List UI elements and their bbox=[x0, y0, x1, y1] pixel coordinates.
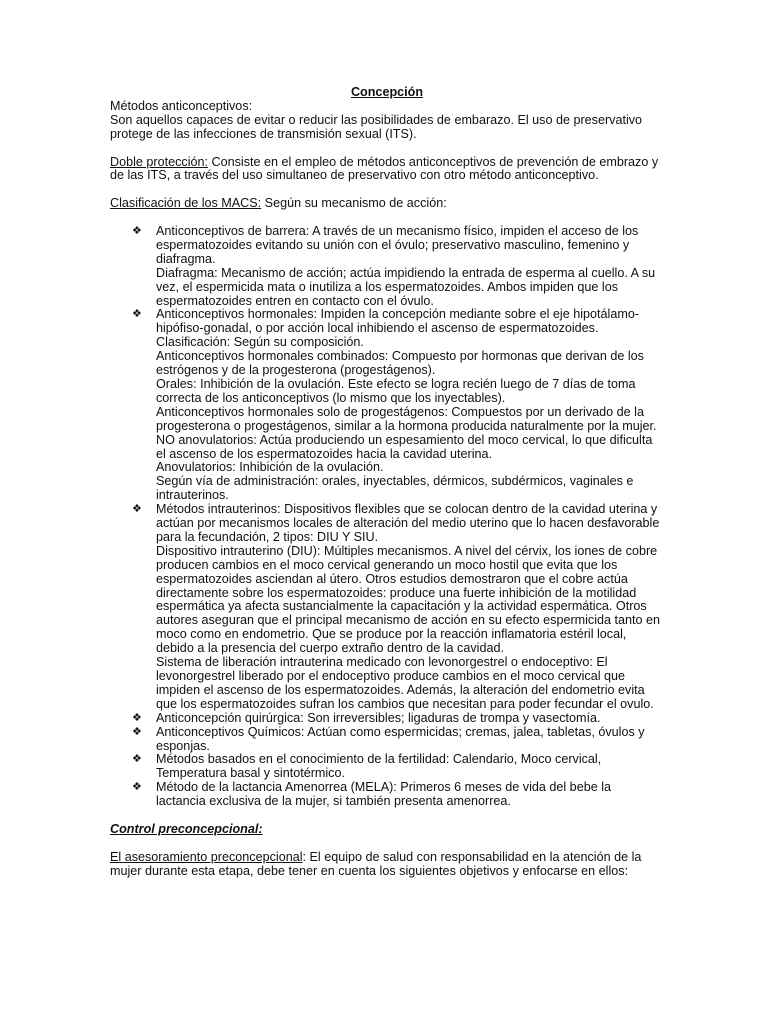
spacer bbox=[110, 809, 664, 823]
method-list-item bbox=[110, 726, 664, 754]
doble-proteccion-text: Consiste en el empleo de métodos anticonceptivos de prevención de embrazo y de las ITS, a través del uso simultaneo de preservativo con otro método anticonceptivo. bbox=[110, 154, 659, 183]
method-line: Diafragma: Mecanismo de acción; actúa impidiendo la entrada de esperma al cuello. A su vez, el espermicida mata o inutiliza a los espermatozoides. Ambos impiden que los espermatozoides entren en contacto con el óvulo. bbox=[156, 265, 656, 308]
method-line: Anticonceptivos Químicos: Actúan como espermicidas; cremas, jalea, tabletas, óvulos y esponjas. bbox=[156, 724, 645, 753]
method-list-item bbox=[110, 308, 664, 503]
diamond-bullet-icon: ❖ bbox=[132, 753, 142, 766]
method-line: Anticonceptivos hormonales solo de progestágenos: Compuestos por un derivado de la progesterona o progestágenos, similar a la hormona producida naturalmente por la mujer. bbox=[156, 404, 657, 433]
method-list-item bbox=[110, 712, 664, 726]
method-list-item bbox=[110, 225, 664, 308]
diamond-bullet-icon: ❖ bbox=[132, 308, 142, 321]
diamond-bullet-icon: ❖ bbox=[132, 781, 142, 794]
method-list bbox=[110, 225, 664, 809]
page-title: Concepción bbox=[350, 85, 424, 99]
intro-heading: Métodos anticonceptivos: bbox=[110, 98, 253, 113]
doble-proteccion-paragraph bbox=[110, 156, 664, 184]
doble-proteccion-label: Doble protección: bbox=[110, 154, 209, 169]
spacer bbox=[110, 837, 664, 851]
method-line: Clasificación: Según su composición. bbox=[156, 335, 364, 350]
method-line: Método de la lactancia Amenorrea (MELA): Primeros 6 meses de vida del bebe la lactancia exclusiva de la mujer, si también presenta amenorrea. bbox=[156, 780, 612, 809]
spacer bbox=[110, 211, 664, 225]
method-line: Orales: Inhibición de la ovulación. Este efecto se logra recién luego de 7 días de toma correcta de los anticonceptivos (lo mismo que los inyectables). bbox=[156, 376, 636, 405]
control-heading: Control preconcepcional: bbox=[110, 821, 263, 836]
method-line: Anticoncepción quirúrgica: Son irreversibles; ligaduras de trompa y vasectomía. bbox=[156, 710, 601, 725]
spacer bbox=[110, 142, 664, 156]
method-line: Anticonceptivos hormonales: Impiden la concepción mediante sobre el eje hipotálamo-hipófiso-gonadal, o por acción local inhibiendo el ascenso de espermatozoides. bbox=[156, 307, 640, 336]
diamond-bullet-icon: ❖ bbox=[132, 711, 142, 724]
method-list-item bbox=[110, 753, 664, 781]
method-line: Anticonceptivos de barrera: A través de un mecanismo físico, impiden el acceso de los espermatozoides evitando su unión con el óvulo; preservativo masculino, femenino y diafragma. bbox=[156, 224, 639, 266]
method-line: NO anovulatorios: Actúa produciendo un espesamiento del moco cervical, lo que dificulta el ascenso de los espermatozoides hacia la cavidad uterina. bbox=[156, 432, 653, 461]
method-line: Anticonceptivos hormonales combinados: Compuesto por hormonas que derivan de los estrógenos y de la progesterona (progestágenos). bbox=[156, 349, 644, 378]
diamond-bullet-icon: ❖ bbox=[132, 725, 142, 738]
clasificacion-label: Clasificación de los MACS: bbox=[110, 196, 262, 211]
intro-text: Son aquellos capaces de evitar o reducir las posibilidades de embarazo. El uso de preservativo protege de las infecciones de transmisión sexual (ITS). bbox=[110, 112, 643, 141]
spacer bbox=[110, 183, 664, 197]
diamond-bullet-icon: ❖ bbox=[132, 225, 142, 238]
clasificacion-text: Según su mecanismo de acción: bbox=[261, 196, 447, 211]
asesoramiento-label: El asesoramiento preconcepcional bbox=[110, 849, 303, 864]
asesoramiento-text: : El equipo de salud con responsabilidad en la atención de la mujer durante esta etapa, debe tener en cuenta los siguientes objetivos y enfocarse en ellos: bbox=[110, 849, 642, 878]
diamond-bullet-icon: ❖ bbox=[132, 503, 142, 516]
method-line: Dispositivo intrauterino (DIU): Múltiples mecanismos. A nivel del cérvix, los iones de cobre producen cambios en el moco cervical generando un moco hostil que evita que los espermatozoides asciendan al útero. Otros estudios demostraron que el cobre actúa directamente sobre los espermatozoides: produce una fuerte inhibición de la motilidad espermática ya afecta sustancialmente la capacitación y la actividad espermática. Otros autores aseguran que el principal mecanismo de acción en su efecto espermicida tanto en moco como en endometrio. Que se produce por la reacción inflamatoria estéril local, debido a la presencia del cuerpo extraño dentro de la cavidad. bbox=[156, 543, 661, 656]
clasificacion-paragraph bbox=[110, 197, 664, 211]
method-line: Sistema de liberación intrauterina medicado con levonorgestrel o endoceptivo: El levonorgestrel liberado por el endoceptivo produce cambios en el moco cervical que impiden el ascenso de los espermatozoides. Además, la alteración del endometrio evita que los espermatozoides sufran los cambios que necesitan para poder fecundar el ovulo. bbox=[156, 655, 654, 711]
method-list-item bbox=[110, 781, 664, 809]
method-line: Métodos intrauterinos: Dispositivos flexibles que se colocan dentro de la cavidad uterina y actúan por mecanismos locales de alteración del medio uterino que lo hacen desfavorable para la fecundación, 2 tipos: DIU Y SIU. bbox=[156, 502, 660, 544]
asesoramiento-paragraph bbox=[110, 851, 664, 879]
method-line: Anovulatorios: Inhibición de la ovulación. bbox=[156, 460, 384, 475]
method-list-item bbox=[110, 503, 664, 712]
method-line: Según vía de administración: orales, inyectables, dérmicos, subdérmicos, vaginales e intrauterinos. bbox=[156, 474, 634, 503]
method-line: Métodos basados en el conocimiento de la fertilidad: Calendario, Moco cervical, Temperatura basal y sintotérmico. bbox=[156, 752, 602, 781]
